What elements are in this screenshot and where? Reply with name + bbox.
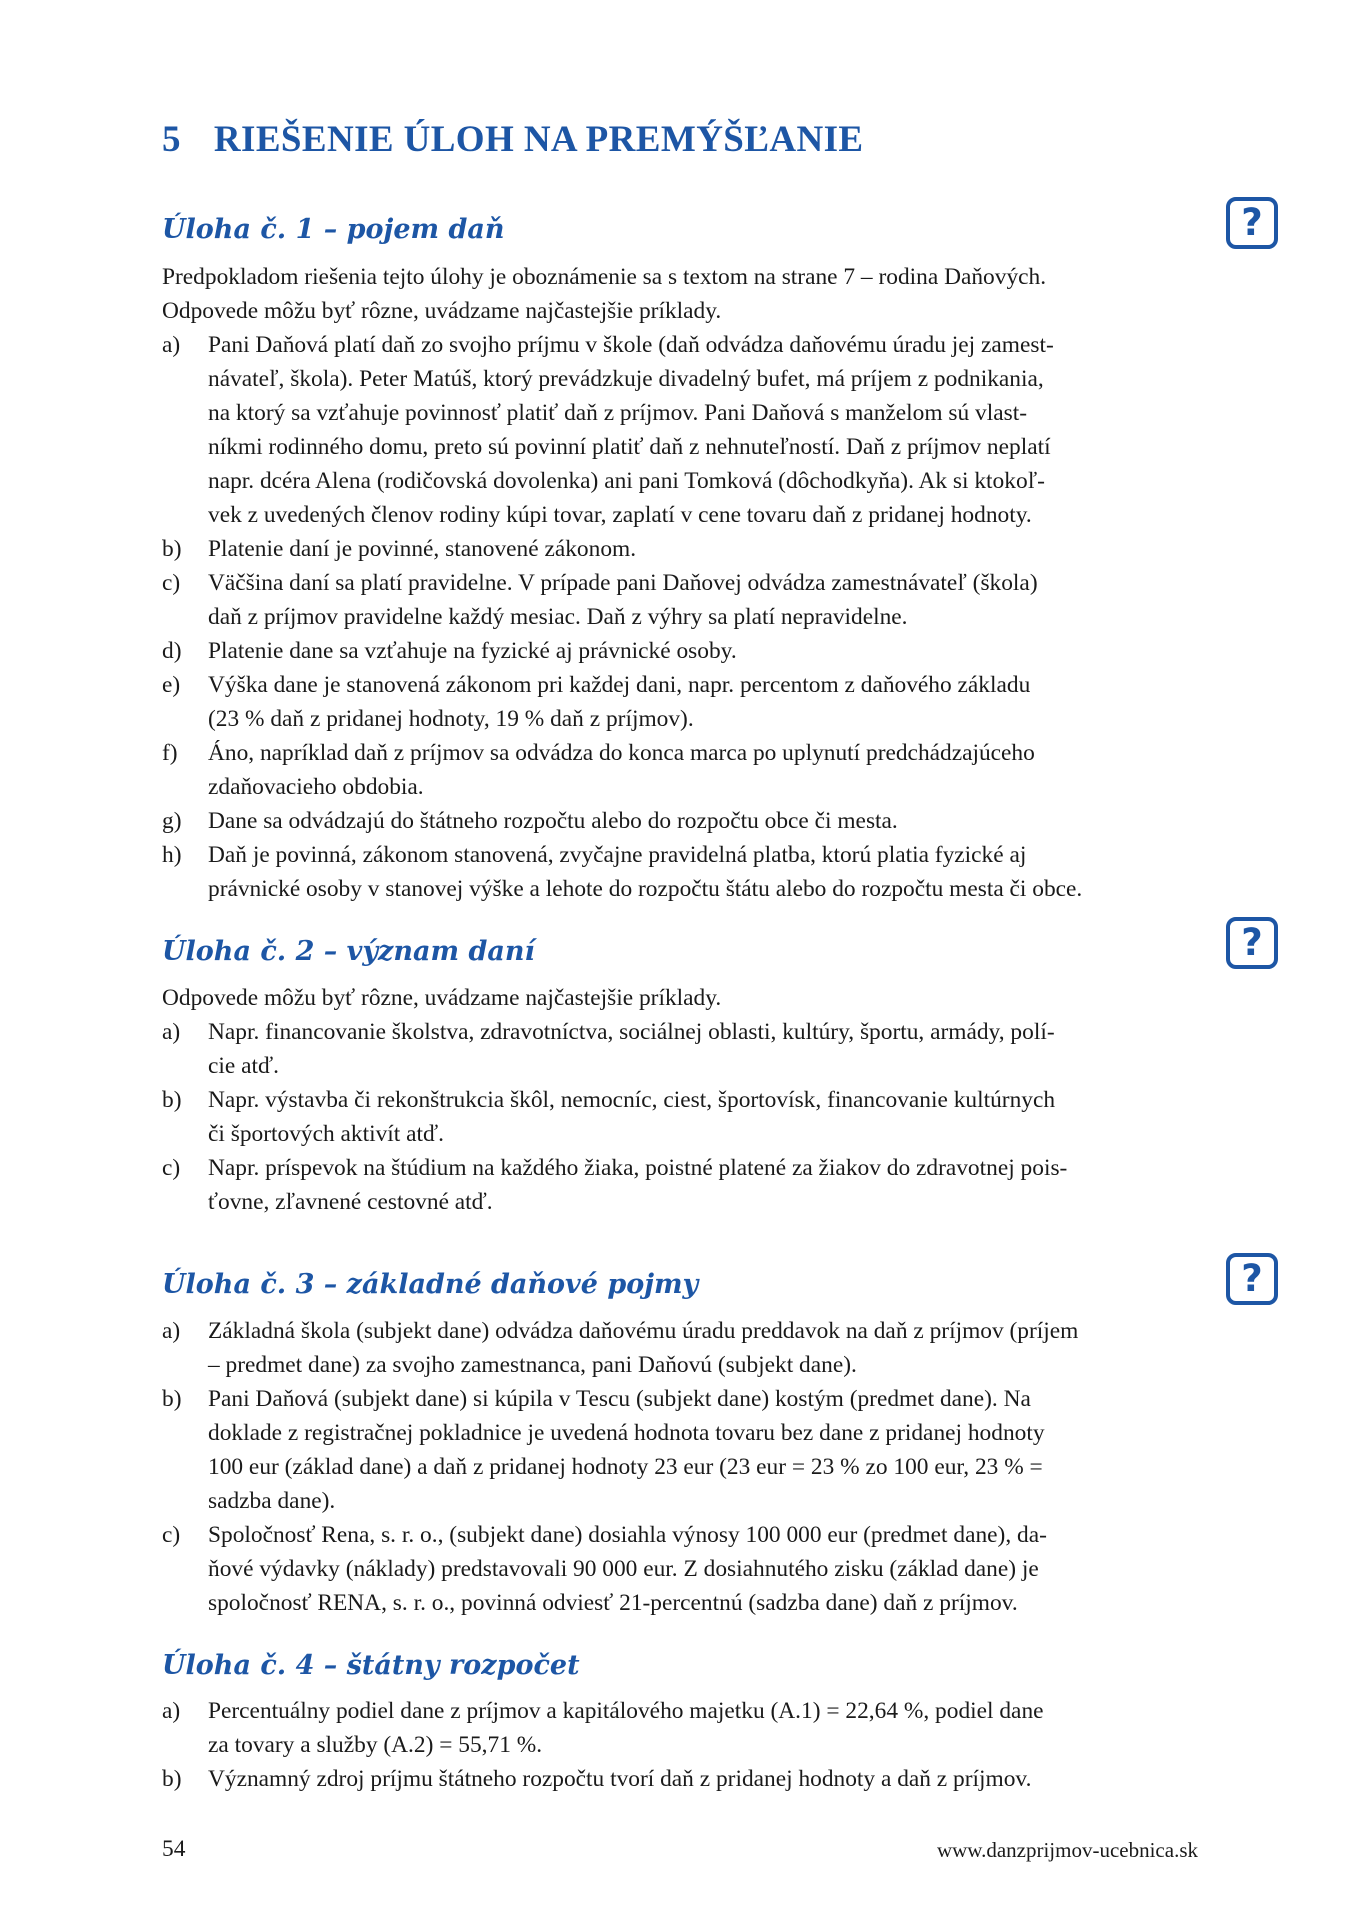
section-3-body <box>162 1314 1204 1620</box>
item-letter: b) <box>162 1087 182 1113</box>
item-letter: b) <box>162 1386 182 1412</box>
list-item <box>162 838 1204 906</box>
item-letter: a) <box>162 1318 181 1344</box>
list-item <box>162 1151 1204 1219</box>
question-mark-icon: ? <box>1226 1253 1278 1305</box>
section-2-intro <box>162 981 1204 1015</box>
text-line: cie atď. <box>208 1053 279 1079</box>
text-line: zdaňovacieho obdobia. <box>208 774 424 800</box>
text-line: níkmi rodinného domu, preto sú povinní platiť daň z nehnuteľností. Daň z príjmov neplatí <box>208 434 1051 460</box>
text-line: Pani Daňová (subjekt dane) si kúpila v Tescu (subjekt dane) kostým (predmet dane). Na <box>208 1386 1031 1412</box>
question-mark-icon: ? <box>1226 197 1278 249</box>
text-line: vek z uvedených členov rodiny kúpi tovar, zaplatí v cene tovaru daň z pridanej hodnoty. <box>208 502 1032 528</box>
text-line: Percentuálny podiel dane z príjmov a kapitálového majetku (A.1) = 22,64 %, podiel dane <box>208 1698 1044 1724</box>
text-line: 100 eur (základ dane) a daň z pridanej hodnoty 23 eur (23 eur = 23 % zo 100 eur, 23 % = <box>208 1454 1043 1480</box>
item-letter: c) <box>162 570 181 596</box>
chapter-heading <box>162 116 863 164</box>
text-line: (23 % daň z pridanej hodnoty, 19 % daň z príjmov). <box>208 706 694 732</box>
list-item <box>162 1015 1204 1083</box>
list-item <box>162 566 1204 634</box>
list-item <box>162 804 1204 838</box>
text-line: Výška dane je stanovená zákonom pri každej dani, napr. percentom z daňového základu <box>208 672 1031 698</box>
text-line: Spoločnosť Rena, s. r. o., (subjekt dane) dosiahla výnosy 100 000 eur (predmet dane), da- <box>208 1522 1047 1548</box>
list-item <box>162 532 1204 566</box>
list-item <box>162 328 1204 532</box>
text-line: spoločnosť RENA, s. r. o., povinná odviesť 21-percentnú (sadzba dane) daň z príjmov. <box>208 1590 1018 1616</box>
text-line: Daň je povinná, zákonom stanovená, zvyčajne pravidelná platba, ktorú platia fyzické aj <box>208 842 1027 868</box>
text-line: Napr. výstavba či rekonštrukcia škôl, nemocníc, ciest, športovísk, financovanie kultúrnych <box>208 1087 1056 1113</box>
list-item <box>162 1762 1204 1796</box>
list-item <box>162 1083 1204 1151</box>
text-line: návateľ, škola). Peter Matúš, ktorý prevádzkuje divadelný bufet, má príjem z podnikania, <box>208 366 1044 392</box>
item-letter: a) <box>162 332 181 358</box>
section-4-body <box>162 1694 1204 1796</box>
item-letter: f) <box>162 740 178 766</box>
section-1-body <box>162 260 1204 906</box>
text-line: Odpovede môžu byť rôzne, uvádzame najčastejšie príklady. <box>162 985 722 1011</box>
list-item <box>162 1314 1204 1382</box>
text-line: daň z príjmov pravidelne každý mesiac. Daň z výhry sa platí nepravidelne. <box>208 604 908 630</box>
text-line: Napr. príspevok na štúdium na každého žiaka, poistné platené za žiakov do zdravotnej pois- <box>208 1155 1068 1181</box>
item-letter: d) <box>162 638 182 664</box>
section-2-body <box>162 981 1204 1219</box>
question-mark-icon: ? <box>1226 917 1278 969</box>
text-line: Platenie dane sa vzťahuje na fyzické aj právnické osoby. <box>208 638 737 664</box>
text-line: Dane sa odvádzajú do štátneho rozpočtu alebo do rozpočtu obce či mesta. <box>208 808 898 834</box>
text-line: za tovary a služby (A.2) = 55,71 %. <box>208 1732 543 1758</box>
text-line: Pani Daňová platí daň zo svojho príjmu v škole (daň odvádza daňovému úradu jej zamest- <box>208 332 1054 358</box>
text-line: Platenie daní je povinné, stanovené zákonom. <box>208 536 637 562</box>
text-line: napr. dcéra Alena (rodičovská dovolenka) ani pani Tomková (dôchodkyňa). Ak si ktokoľ- <box>208 468 1045 494</box>
footer-url: www.danzprijmov-ucebnica.sk <box>936 1838 1198 1862</box>
text-line: či športových aktivít atď. <box>208 1121 444 1147</box>
section-2-title: Úloha č. 2 – význam daní <box>162 936 535 967</box>
item-letter: h) <box>162 842 182 868</box>
text-line: Väčšina daní sa platí pravidelne. V prípade pani Daňovej odvádza zamestnávateľ (škola) <box>208 570 1038 596</box>
text-line: Predpokladom riešenia tejto úlohy je oboznámenie sa s textom na strane 7 – rodina Daňových. <box>162 264 1047 290</box>
list-item <box>162 736 1204 804</box>
section-4-title: Úloha č. 4 – štátny rozpočet <box>162 1650 580 1681</box>
list-item <box>162 1382 1204 1518</box>
text-line: právnické osoby v stanovej výške a lehote do rozpočtu štátu alebo do rozpočtu mesta či obce. <box>208 876 1083 902</box>
item-letter: e) <box>162 672 181 698</box>
item-letter: c) <box>162 1155 181 1181</box>
text-line: ňové výdavky (náklady) predstavovali 90 000 eur. Z dosiahnutého zisku (základ dane) je <box>208 1556 1039 1582</box>
text-line: ťovne, zľavnené cestovné atď. <box>208 1189 493 1215</box>
text-line: Významný zdroj príjmu štátneho rozpočtu tvorí daň z pridanej hodnoty a daň z príjmov. <box>208 1766 1032 1792</box>
list-item <box>162 668 1204 736</box>
item-letter: g) <box>162 808 182 834</box>
chapter-title: RIEŠENIE ÚLOH NA PREMÝŠĽANIE <box>213 119 864 160</box>
item-letter: b) <box>162 1766 182 1792</box>
text-line: na ktorý sa vzťahuje povinnosť platiť daň z príjmov. Pani Daňová s manželom sú vlast- <box>208 400 1028 426</box>
list-item <box>162 1694 1204 1762</box>
text-line: Napr. financovanie školstva, zdravotníctva, sociálnej oblasti, kultúry, športu, armády, polí- <box>208 1019 1055 1045</box>
item-letter: a) <box>162 1019 181 1045</box>
section-3-title: Úloha č. 3 – základné daňové pojmy <box>162 1269 699 1300</box>
item-letter: a) <box>162 1698 181 1724</box>
text-line: – predmet dane) za svojho zamestnanca, pani Daňovú (subjekt dane). <box>208 1352 857 1378</box>
text-line: Základná škola (subjekt dane) odvádza daňovému úradu preddavok na daň z príjmov (príjem <box>208 1318 1079 1344</box>
item-letter: b) <box>162 536 182 562</box>
text-line: sadzba dane). <box>208 1488 336 1514</box>
section-1-title: Úloha č. 1 – pojem daň <box>162 214 505 245</box>
list-item <box>162 1518 1204 1620</box>
text-line: Áno, napríklad daň z príjmov sa odvádza do konca marca po uplynutí predchádzajúceho <box>208 740 1035 766</box>
page-number: 54 <box>162 1836 186 1862</box>
list-item <box>162 634 1204 668</box>
text-line: Odpovede môžu byť rôzne, uvádzame najčastejšie príklady. <box>162 298 722 324</box>
chapter-number: 5 <box>162 119 181 160</box>
item-letter: c) <box>162 1522 181 1548</box>
section-1-intro <box>162 260 1204 328</box>
text-line: doklade z registračnej pokladnice je uvedená hodnota tovaru bez dane z pridanej hodnoty <box>208 1420 1045 1446</box>
